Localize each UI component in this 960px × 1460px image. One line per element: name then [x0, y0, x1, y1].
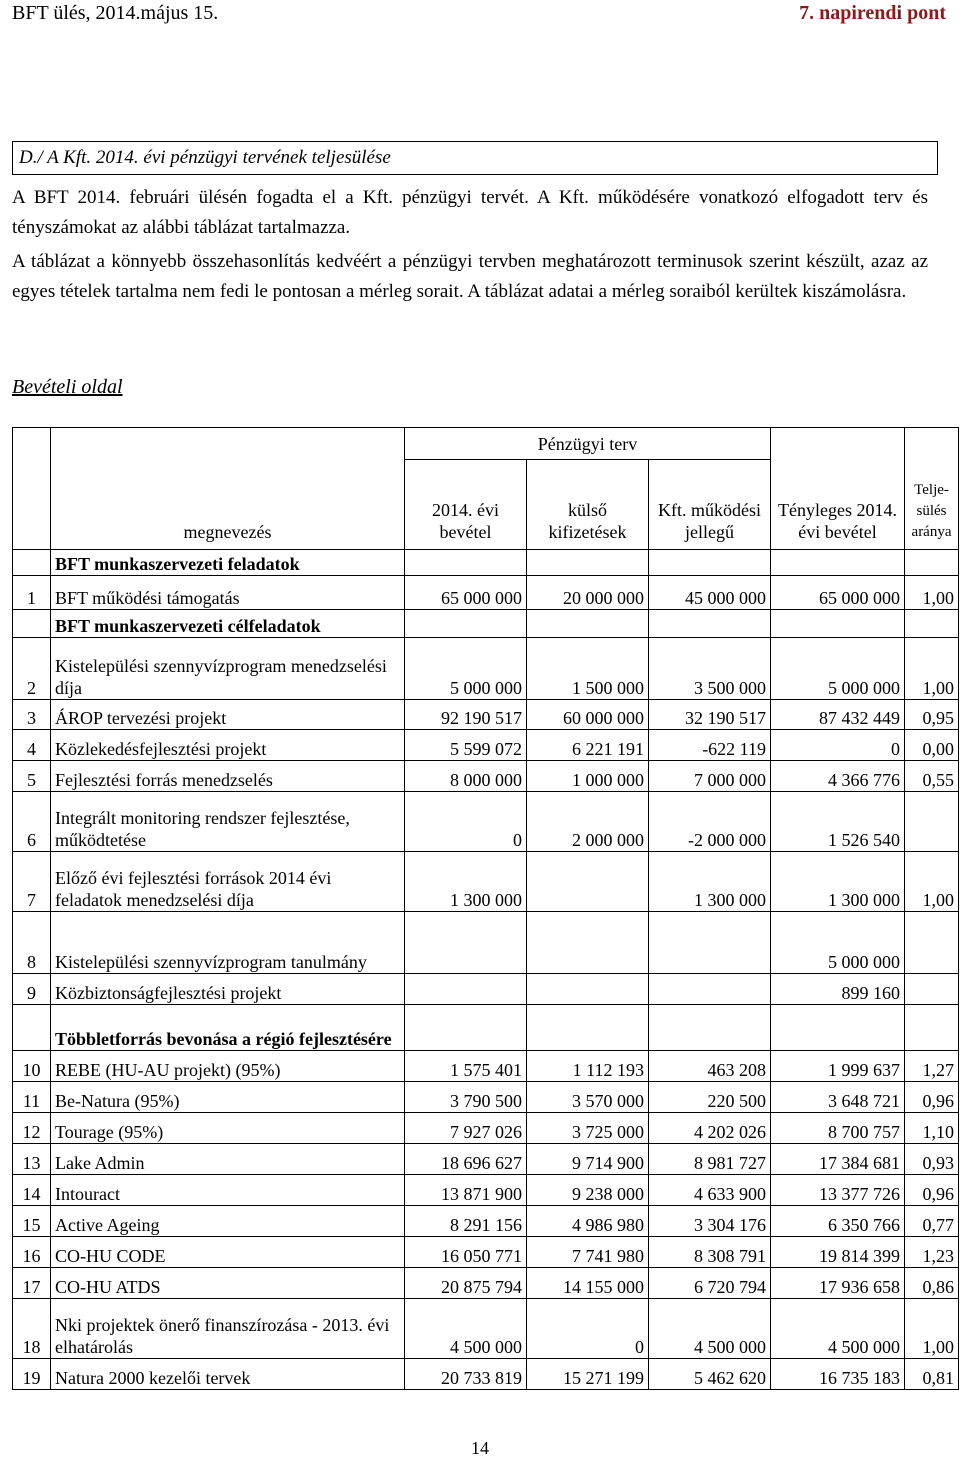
- row-name: Nki projektek önerő finanszírozása - 2013. évi elhatárolás: [51, 1299, 405, 1359]
- row-ratio: [905, 610, 959, 638]
- row-name: Fejlesztési forrás menedzselés: [51, 761, 405, 792]
- row-number: [13, 1005, 51, 1051]
- row-ratio: [905, 792, 959, 852]
- header-plan-income: 2014. évi bevétel: [405, 460, 527, 550]
- row-actual: [771, 1005, 905, 1051]
- row-actual: 17 936 658: [771, 1268, 905, 1299]
- row-ratio: 1,00: [905, 1299, 959, 1359]
- table-row: [13, 1113, 959, 1144]
- row-name: BFT munkaszervezeti feladatok: [51, 550, 405, 576]
- row-operational: [649, 974, 771, 1005]
- row-ratio: 0,93: [905, 1144, 959, 1175]
- row-number: 5: [13, 761, 51, 792]
- header-operational: Kft. működési jellegű: [649, 460, 771, 550]
- row-number: 4: [13, 730, 51, 761]
- row-number: 15: [13, 1206, 51, 1237]
- row-plan-income: 4 500 000: [405, 1299, 527, 1359]
- row-ratio: 1,10: [905, 1113, 959, 1144]
- row-external: 2 000 000: [527, 792, 649, 852]
- row-plan-income: 1 575 401: [405, 1051, 527, 1082]
- row-actual: 13 377 726: [771, 1175, 905, 1206]
- row-plan-income: 0: [405, 792, 527, 852]
- row-ratio: 1,00: [905, 638, 959, 700]
- row-actual: 899 160: [771, 974, 905, 1005]
- row-plan-income: 1 300 000: [405, 852, 527, 912]
- row-plan-income: 18 696 627: [405, 1144, 527, 1175]
- row-name: Kistelepülési szennyvízprogram menedzselési díja: [51, 638, 405, 700]
- row-operational: 463 208: [649, 1051, 771, 1082]
- table-row: [13, 1175, 959, 1206]
- table-row: [13, 610, 959, 638]
- header-left: BFT ülés, 2014.május 15.: [12, 2, 219, 24]
- row-plan-income: [405, 974, 527, 1005]
- row-ratio: 0,95: [905, 700, 959, 730]
- table-row: [13, 792, 959, 852]
- row-external: 4 986 980: [527, 1206, 649, 1237]
- row-name: Többletforrás bevonása a régió fejlesztésére: [51, 1005, 405, 1051]
- table-row: [13, 1082, 959, 1113]
- row-actual: 5 000 000: [771, 912, 905, 974]
- table-row: [13, 700, 959, 730]
- row-external: 20 000 000: [527, 576, 649, 610]
- row-actual: 16 735 183: [771, 1359, 905, 1390]
- table-row: [13, 730, 959, 761]
- row-actual: 19 814 399: [771, 1237, 905, 1268]
- row-name: BFT működési támogatás: [51, 576, 405, 610]
- row-ratio: 1,00: [905, 852, 959, 912]
- row-ratio: 0,00: [905, 730, 959, 761]
- row-plan-income: 7 927 026: [405, 1113, 527, 1144]
- table-row: [13, 761, 959, 792]
- row-external: 3 725 000: [527, 1113, 649, 1144]
- row-number: 6: [13, 792, 51, 852]
- row-name: REBE (HU-AU projekt) (95%): [51, 1051, 405, 1082]
- table-row: [13, 1005, 959, 1051]
- row-ratio: 1,27: [905, 1051, 959, 1082]
- row-number: 13: [13, 1144, 51, 1175]
- row-external: 1 000 000: [527, 761, 649, 792]
- row-name: Natura 2000 kezelői tervek: [51, 1359, 405, 1390]
- row-operational: 5 462 620: [649, 1359, 771, 1390]
- header-actual: Tényleges 2014. évi bevétel: [771, 428, 905, 550]
- row-external: [527, 550, 649, 576]
- row-external: 1 500 000: [527, 638, 649, 700]
- row-external: 7 741 980: [527, 1237, 649, 1268]
- row-operational: 6 720 794: [649, 1268, 771, 1299]
- row-operational: [649, 550, 771, 576]
- row-number: 17: [13, 1268, 51, 1299]
- row-plan-income: 5 599 072: [405, 730, 527, 761]
- table-row: [13, 1359, 959, 1390]
- row-plan-income: [405, 610, 527, 638]
- row-number: 16: [13, 1237, 51, 1268]
- row-actual: 65 000 000: [771, 576, 905, 610]
- row-actual: 4 366 776: [771, 761, 905, 792]
- row-number: 1: [13, 576, 51, 610]
- row-name: BFT munkaszervezeti célfeladatok: [51, 610, 405, 638]
- row-external: [527, 1005, 649, 1051]
- paragraph-2: A táblázat a könnyebb összehasonlítás kedvéért a pénzügyi tervben meghatározott terminusok szerint készült, azaz az egyes tételek tartalma nem fedi le pontosan a mérleg sorait. A táblázat adatai a mérleg soraiból kerültek kiszámolásra.: [12, 251, 928, 302]
- row-ratio: 0,55: [905, 761, 959, 792]
- table-row: [13, 1299, 959, 1359]
- row-external: 0: [527, 1299, 649, 1359]
- row-plan-income: 20 875 794: [405, 1268, 527, 1299]
- row-actual: 8 700 757: [771, 1113, 905, 1144]
- row-actual: [771, 550, 905, 576]
- row-plan-income: 3 790 500: [405, 1082, 527, 1113]
- row-actual: 1 999 637: [771, 1051, 905, 1082]
- row-operational: [649, 912, 771, 974]
- row-ratio: [905, 1005, 959, 1051]
- table-row: [13, 638, 959, 700]
- row-ratio: [905, 912, 959, 974]
- row-name: ÁROP tervezési projekt: [51, 700, 405, 730]
- row-actual: 1 300 000: [771, 852, 905, 912]
- section-title: D./ A Kft. 2014. évi pénzügyi tervének teljesülése: [12, 141, 938, 175]
- row-operational: [649, 1005, 771, 1051]
- header-name: megnevezés: [51, 428, 405, 550]
- header-no-cell: [13, 428, 51, 550]
- row-plan-income: 65 000 000: [405, 576, 527, 610]
- table-row: [13, 1051, 959, 1082]
- row-actual: 17 384 681: [771, 1144, 905, 1175]
- row-number: 2: [13, 638, 51, 700]
- row-name: Lake Admin: [51, 1144, 405, 1175]
- row-name: Kistelepülési szennyvízprogram tanulmány: [51, 912, 405, 974]
- row-external: [527, 852, 649, 912]
- row-operational: 8 981 727: [649, 1144, 771, 1175]
- header-right: 7. napirendi pont: [799, 2, 946, 24]
- row-external: 1 112 193: [527, 1051, 649, 1082]
- row-operational: 1 300 000: [649, 852, 771, 912]
- row-number: 9: [13, 974, 51, 1005]
- row-number: 12: [13, 1113, 51, 1144]
- row-actual: 0: [771, 730, 905, 761]
- row-number: 10: [13, 1051, 51, 1082]
- row-number: 8: [13, 912, 51, 974]
- row-operational: [649, 610, 771, 638]
- row-name: CO-HU CODE: [51, 1237, 405, 1268]
- row-operational: -622 119: [649, 730, 771, 761]
- paragraph-1: A BFT 2014. februári ülésén fogadta el a Kft. pénzügyi tervét. A Kft. működésére vonatkozó elfogadott terv és tényszámokat az alábbi táblázat tartalmazza.: [12, 187, 928, 238]
- row-external: [527, 610, 649, 638]
- row-external: 14 155 000: [527, 1268, 649, 1299]
- row-operational: 4 633 900: [649, 1175, 771, 1206]
- row-operational: 4 202 026: [649, 1113, 771, 1144]
- row-name: Active Ageing: [51, 1206, 405, 1237]
- row-actual: 6 350 766: [771, 1206, 905, 1237]
- row-operational: 8 308 791: [649, 1237, 771, 1268]
- row-external: 6 221 191: [527, 730, 649, 761]
- row-operational: 32 190 517: [649, 700, 771, 730]
- row-plan-income: [405, 1005, 527, 1051]
- row-ratio: 0,96: [905, 1175, 959, 1206]
- row-plan-income: 13 871 900: [405, 1175, 527, 1206]
- row-actual: 4 500 000: [771, 1299, 905, 1359]
- row-plan-income: 8 291 156: [405, 1206, 527, 1237]
- row-operational: 220 500: [649, 1082, 771, 1113]
- row-external: 9 238 000: [527, 1175, 649, 1206]
- row-ratio: 0,77: [905, 1206, 959, 1237]
- row-ratio: 0,81: [905, 1359, 959, 1390]
- row-actual: 87 432 449: [771, 700, 905, 730]
- row-name: Előző évi fejlesztési források 2014 évi feladatok menedzselési díja: [51, 852, 405, 912]
- row-actual: 5 000 000: [771, 638, 905, 700]
- table-row: [13, 576, 959, 610]
- table-row: [13, 852, 959, 912]
- row-ratio: 0,86: [905, 1268, 959, 1299]
- row-operational: 3 304 176: [649, 1206, 771, 1237]
- row-number: [13, 550, 51, 576]
- row-external: 3 570 000: [527, 1082, 649, 1113]
- row-ratio: 1,23: [905, 1237, 959, 1268]
- row-name: Közlekedésfejlesztési projekt: [51, 730, 405, 761]
- row-operational: -2 000 000: [649, 792, 771, 852]
- row-external: 9 714 900: [527, 1144, 649, 1175]
- row-plan-income: [405, 912, 527, 974]
- table-row: [13, 1268, 959, 1299]
- row-actual: 1 526 540: [771, 792, 905, 852]
- table-row: [13, 974, 959, 1005]
- header-plan-group: Pénzügyi terv: [405, 428, 771, 460]
- row-external: [527, 974, 649, 1005]
- row-number: 19: [13, 1359, 51, 1390]
- subheading: Bevételi oldal: [12, 376, 123, 398]
- row-plan-income: 8 000 000: [405, 761, 527, 792]
- row-name: Integrált monitoring rendszer fejlesztése, működtetése: [51, 792, 405, 852]
- row-name: CO-HU ATDS: [51, 1268, 405, 1299]
- header-external: külső kifizetések: [527, 460, 649, 550]
- revenue-table: [12, 427, 959, 1390]
- row-operational: 3 500 000: [649, 638, 771, 700]
- table-row: [13, 1237, 959, 1268]
- row-plan-income: [405, 550, 527, 576]
- row-external: [527, 912, 649, 974]
- table-row: [13, 1206, 959, 1237]
- row-number: 14: [13, 1175, 51, 1206]
- row-name: Közbiztonságfejlesztési projekt: [51, 974, 405, 1005]
- row-name: Be-Natura (95%): [51, 1082, 405, 1113]
- row-actual: [771, 610, 905, 638]
- row-operational: 45 000 000: [649, 576, 771, 610]
- row-ratio: 1,00: [905, 576, 959, 610]
- row-plan-income: 16 050 771: [405, 1237, 527, 1268]
- row-number: 3: [13, 700, 51, 730]
- row-number: 11: [13, 1082, 51, 1113]
- row-plan-income: 92 190 517: [405, 700, 527, 730]
- table-row: [13, 550, 959, 576]
- row-ratio: 0,96: [905, 1082, 959, 1113]
- row-number: [13, 610, 51, 638]
- row-operational: 4 500 000: [649, 1299, 771, 1359]
- row-ratio: [905, 550, 959, 576]
- row-actual: 3 648 721: [771, 1082, 905, 1113]
- row-name: Tourage (95%): [51, 1113, 405, 1144]
- row-plan-income: 5 000 000: [405, 638, 527, 700]
- row-number: 7: [13, 852, 51, 912]
- row-ratio: [905, 974, 959, 1005]
- row-number: 18: [13, 1299, 51, 1359]
- row-external: 60 000 000: [527, 700, 649, 730]
- row-name: Intouract: [51, 1175, 405, 1206]
- header-ratio: Telje-sülés aránya: [905, 428, 959, 550]
- row-operational: 7 000 000: [649, 761, 771, 792]
- table-row: [13, 1144, 959, 1175]
- row-plan-income: 20 733 819: [405, 1359, 527, 1390]
- row-external: 15 271 199: [527, 1359, 649, 1390]
- table-row: [13, 912, 959, 974]
- page-number: 14: [471, 1438, 489, 1458]
